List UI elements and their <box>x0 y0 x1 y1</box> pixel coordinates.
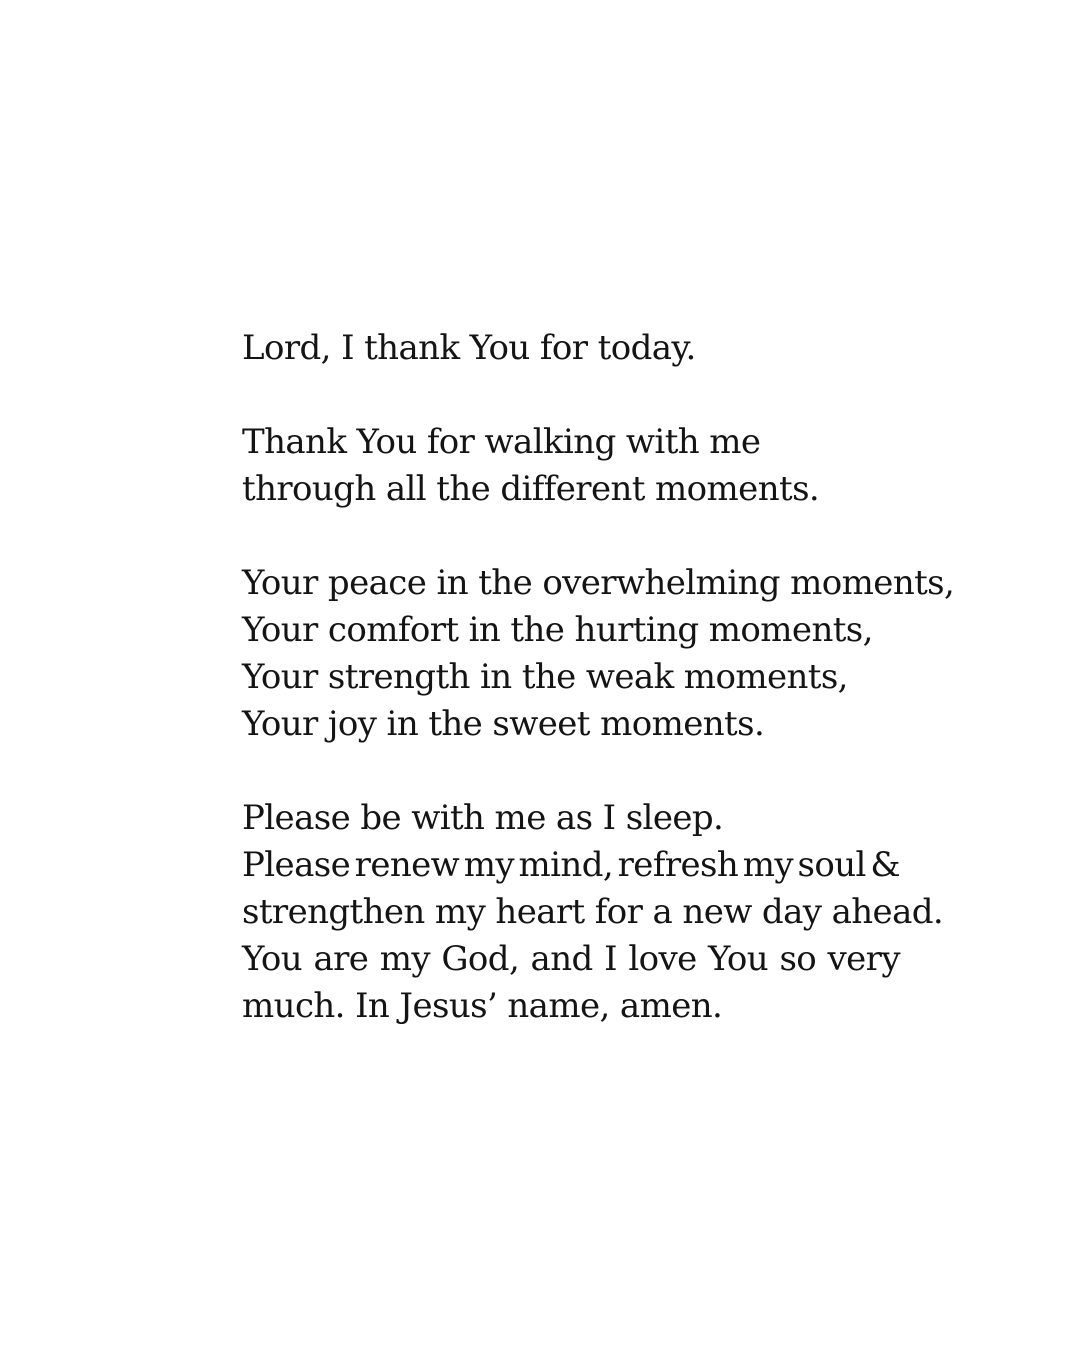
prayer-line-opening: Lord, I thank You for today. <box>242 328 696 368</box>
prayer-line-amen: much. In Jesus’ name, amen. <box>242 986 723 1026</box>
god-line-word: love <box>628 939 697 979</box>
prayer-line-peace: Your peace in the overwhelming moments, <box>242 563 955 603</box>
god-line-word: my <box>379 939 430 979</box>
stanza-gap <box>242 513 902 560</box>
renew-line-word: my <box>742 845 793 885</box>
stanza-gap <box>242 748 902 795</box>
god-line-word: I <box>604 939 617 979</box>
renew-line-word: mind, <box>518 845 614 885</box>
god-line-word: and <box>530 939 593 979</box>
renew-line-word: soul <box>797 845 866 885</box>
god-line-word: God, <box>441 939 520 979</box>
prayer-line-comfort: Your comfort in the hurting moments, <box>242 610 873 650</box>
god-line-word: You <box>242 939 303 979</box>
prayer-line-thanks-1: Thank You for walking with me <box>242 422 761 462</box>
renew-line-word: & <box>870 845 900 885</box>
prayer-line-strength: Your strength in the weak moments, <box>242 657 848 697</box>
god-line-word: You <box>707 939 769 979</box>
prayer-line-renew <box>242 842 900 889</box>
renew-line-word: refresh <box>617 845 739 885</box>
renew-line-word: renew <box>354 845 460 885</box>
god-line-word: so <box>779 939 817 979</box>
god-line-word: very <box>827 939 900 979</box>
prayer-line-sleep: Please be with me as I sleep. <box>242 798 724 838</box>
renew-line-word: Please <box>242 845 351 885</box>
stanza-gap <box>242 372 902 419</box>
prayer-line-god <box>242 936 900 983</box>
prayer-text <box>242 325 955 1030</box>
renew-line-word: my <box>463 845 514 885</box>
prayer-line-thanks-2: through all the different moments. <box>242 469 820 509</box>
prayer-line-joy: Your joy in the sweet moments. <box>242 704 765 744</box>
god-line-word: are <box>313 939 369 979</box>
prayer-line-strengthen: strengthen my heart for a new day ahead. <box>242 892 944 932</box>
